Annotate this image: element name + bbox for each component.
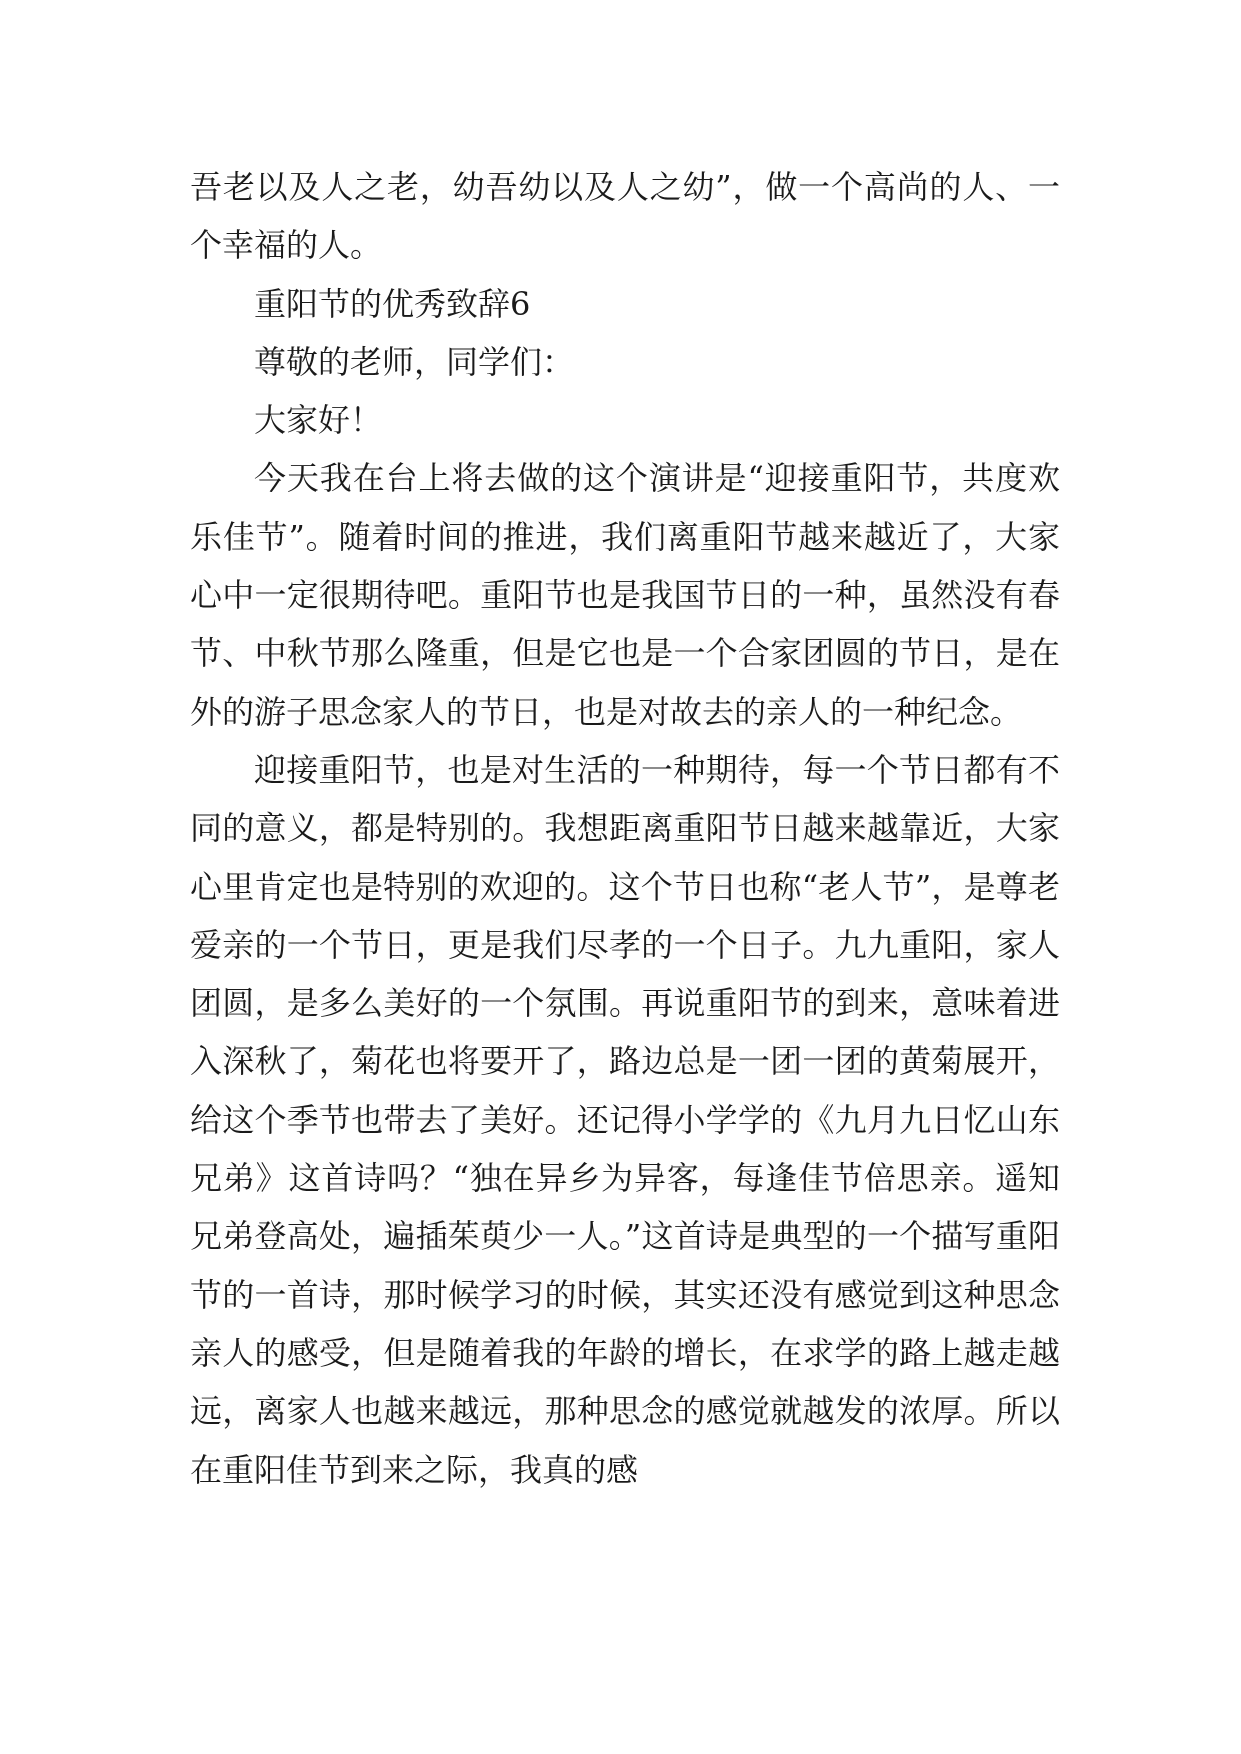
salutation: 尊敬的老师，同学们： [254,342,575,381]
paragraph-continuation: 吾老以及人之老，幼吾幼以及人之幼”，做一个高尚的人、一个幸福的人。 [190,168,1060,265]
greeting: 大家好！ [254,401,383,440]
section-heading: 重阳节的优秀致辞6 [254,284,531,323]
paragraph: 迎接重阳节，也是对生活的一种期待，每一个节日都有不同的意义，都是特别的。我想距离重阳节日越来越靠近，大家心里肯定也是特别的欢迎的。这个节日也称“老人节”，是尊老爱亲的一个节日，更是我们尽孝的一个日子。九九重阳，家人团圆，是多么美好的一个氛围。再说重阳节的到来，意味着进入深秋了，菊花也将要开了，路边总是一团一团的黄菊展开，给这个季节也带去了美好。还记得小学学的《九月九日忆山东兄弟》这首诗吗？“独在异乡为异客，每逢佳节倍思亲。遥知兄弟登高处，遍插茱萸少一人。”这首诗是典型的一个描写重阳节的一首诗，那时候学习的时候，其实还没有感觉到这种思念亲人的感受，但是随着我的年龄的增长，在求学的路上越走越远，离家人也越来越远，那种思念的感觉就越发的浓厚。所以在重阳佳节到来之际，我真的感 [190,750,1060,1489]
paragraph: 今天我在台上将去做的这个演讲是“迎接重阳节，共度欢乐佳节”。随着时间的推进，我们离重阳节越来越近了，大家心中一定很期待吧。重阳节也是我国节日的一种，虽然没有春节、中秋节那么隆重，但是它也是一个合家团圆的节日，是在外的游子思念家人的节日，也是对故去的亲人的一种纪念。 [190,459,1060,731]
document-body [190,158,1060,1499]
